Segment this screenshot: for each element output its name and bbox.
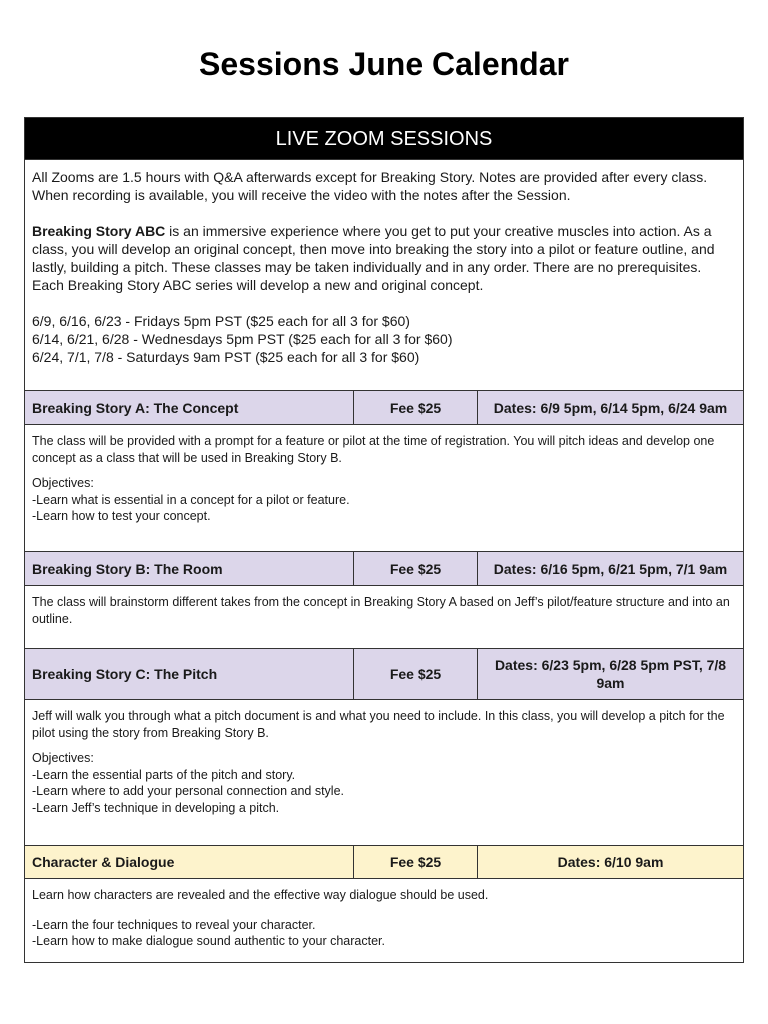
breaking-story-abc-text: is an immersive experience where you get to put your creative muscles into action. As a class, you will develop an original concept, then move into breaking the story into a pilot or feature outline, and lastly, building a pitch. These classes may be taken individually and in any order. There are no prerequisites. Each Breaking Story ABC series will develop a new and original concept. (32, 223, 715, 293)
course-header-character-dialogue (25, 846, 743, 879)
schedule-line: 6/9, 6/16, 6/23 - Fridays 5pm PST ($25 each for all 3 for $60) (32, 313, 410, 329)
schedule-line: 6/24, 7/1, 7/8 - Saturdays 9am PST ($25 each for all 3 for $60) (32, 349, 420, 365)
objective-item: -Learn Jeff’s technique in developing a pitch. (32, 800, 280, 815)
course-title: Breaking Story A: The Concept (25, 391, 354, 424)
course-description-text: The class will brainstorm different takes from the concept in Breaking Story A based on Jeff’s pilot/feature structure and into an outline. (32, 595, 730, 626)
intro-paragraph: All Zooms are 1.5 hours with Q&A afterwards except for Breaking Story. Notes are provided after every class. When recording is available, you will receive the video with the notes after the Session. (32, 169, 708, 203)
live-zoom-banner: LIVE ZOOM SESSIONS (25, 118, 743, 160)
course-description-a (25, 425, 743, 552)
course-description-b (25, 586, 743, 649)
course-description-text: The class will be provided with a prompt for a feature or pilot at the time of registration. You will pitch ideas and develop one concept as a class that will be used in Breaking Story B. (32, 434, 715, 465)
intro-section (25, 160, 743, 391)
objectives-label: Objectives: (32, 751, 94, 765)
course-description-text: Jeff will walk you through what a pitch document is and what you need to include. In this class, you will develop a pitch for the pilot using the story from Breaking Story B. (32, 709, 725, 740)
objective-item: -Learn the four techniques to reveal your character. (32, 917, 316, 932)
objective-item: -Learn the essential parts of the pitch and story. (32, 767, 296, 782)
course-title: Character & Dialogue (25, 846, 354, 878)
course-title: Breaking Story C: The Pitch (25, 649, 354, 699)
page-title: Sessions June Calendar (199, 46, 569, 82)
course-fee: Fee $25 (354, 552, 478, 585)
course-description-character-dialogue (25, 879, 743, 962)
course-header-c (25, 649, 743, 700)
course-description-text: Learn how characters are revealed and the effective way dialogue should be used. (32, 888, 489, 902)
course-fee: Fee $25 (354, 391, 478, 424)
course-dates: Dates: 6/16 5pm, 6/21 5pm, 7/1 9am (493, 560, 728, 577)
course-header-b (25, 552, 743, 586)
course-dates: Dates: 6/9 5pm, 6/14 5pm, 6/24 9am (493, 399, 728, 416)
course-header-a (25, 391, 743, 425)
course-description-c (25, 700, 743, 846)
objective-item: -Learn how to make dialogue sound authentic to your character. (32, 934, 385, 948)
course-dates: Dates: 6/23 5pm, 6/28 5pm PST, 7/8 9am (494, 657, 727, 691)
course-title: Breaking Story B: The Room (25, 552, 354, 585)
objective-item: -Learn what is essential in a concept for a pilot or feature. (32, 492, 350, 507)
course-dates: Dates: 6/10 9am (557, 854, 664, 870)
objective-item: -Learn how to test your concept. (32, 509, 211, 523)
course-fee: Fee $25 (354, 846, 478, 878)
schedule-line: 6/14, 6/21, 6/28 - Wednesdays 5pm PST ($25 each for all 3 for $60) (32, 331, 453, 347)
sessions-table (24, 117, 744, 963)
objective-item: -Learn where to add your personal connection and style. (32, 784, 344, 798)
course-fee: Fee $25 (354, 649, 478, 699)
objectives-label: Objectives: (32, 476, 94, 490)
breaking-story-abc-label: Breaking Story ABC (32, 223, 166, 239)
breaking-story-abc-paragraph (32, 222, 736, 294)
